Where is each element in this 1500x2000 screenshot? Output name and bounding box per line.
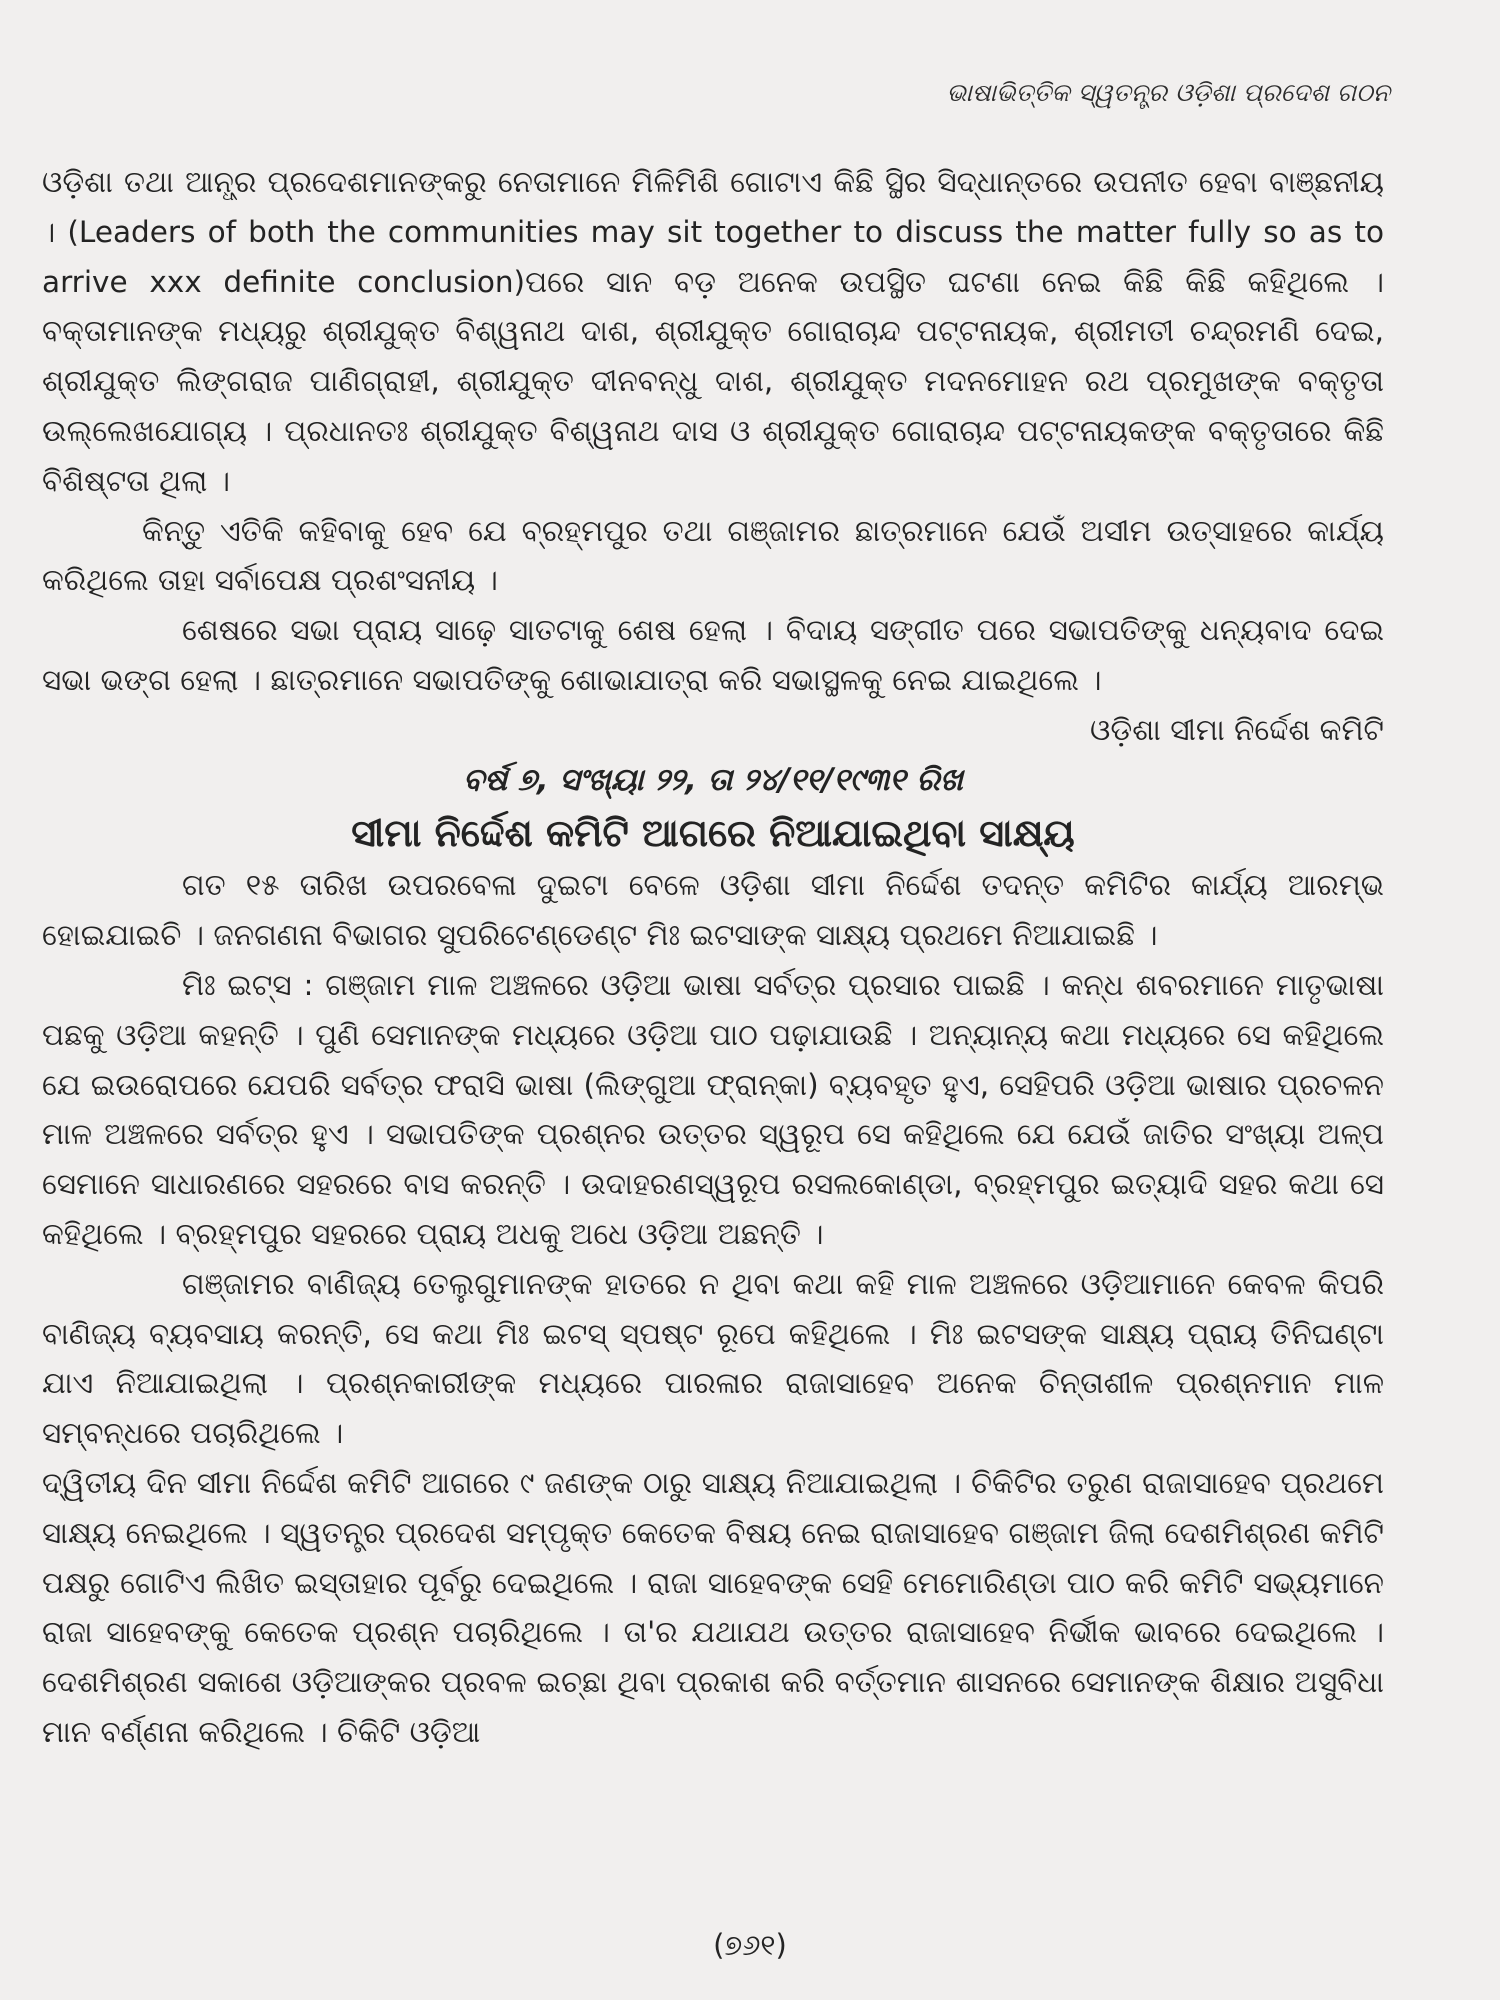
running-head: ଭାଷାଭିତ୍ତିକ ସ୍ୱତନ୍ତ୍ର ଓଡ଼ିଶା ପ୍ରଦେଶ ଗଠନ: [946, 78, 1390, 107]
paragraph: ଶେଷରେ ସଭା ପ୍ରାୟ ସାଢ଼େ ସାତଟାକୁ ଶେଷ ହେଲା । ବିଦାୟ ସଙ୍ଗୀତ ପରେ ସଭାପତିଙ୍କୁ ଧନ୍ୟବାଦ ଦେଇ ସଭା ଭଙ୍ଗ ହେଲା । ଛାତ୍ରମାନେ ସଭାପତିଙ୍କୁ ଶୋଭାଯାତ୍ରା କରି ସଭାସ୍ଥଳକୁ ନେଇ ଯାଇଥିଲେ ।: [42, 613, 1384, 697]
page-number: (୭୬୧): [713, 1928, 787, 1962]
paragraph: କିନ୍ତୁ ଏତିକି କହିବାକୁ ହେବ ଯେ ବ୍ରହ୍ମପୁର ତଥା ଗଞ୍ଜାମର ଛାତ୍ରମାନେ ଯେଉଁ ଅସୀମ ଉତ୍ସାହରେ କାର୍ଯ୍ୟ କରିଥିଲେ ତାହା ସର୍ବାପେକ୍ଷ ପ୍ରଶଂସନୀୟ ।: [42, 513, 1384, 598]
body-text: [42, 158, 1384, 1758]
byline: ଓଡ଼ିଶା ସୀମା ନିର୍ଦ୍ଦେଶ କମିଟି: [1090, 712, 1384, 747]
paragraph: ଓଡ଼ିଶା ତଥା ଆନ୍ଧ୍ର ପ୍ରଦେଶମାନଙ୍କରୁ ନେତାମାନେ ମିଳିମିଶି ଗୋଟାଏ କିଛି ସ୍ଥିର ସିଦ୍ଧାନ୍ତରେ ଉପନୀତ ହେବା ବାଞ୍ଛନୀୟ । (Leaders of both the communities may sit together to discuss the matter fully so as to arrive xxx definite conclusion)ପରେ ସାନ ବଡ଼ ଅନେକ ଉପସ୍ଥିତ ଘଟଣା ନେଇ କିଛି କିଛି କହିଥିଲେ । ବକ୍ତାମାନଙ୍କ ମଧ୍ୟରୁ ଶ୍ରୀଯୁକ୍ତ ବିଶ୍ୱନାଥ ଦାଶ, ଶ୍ରୀଯୁକ୍ତ ଗୋରାଚାନ୍ଦ ପଟ୍ଟନାୟକ, ଶ୍ରୀମତୀ ଚନ୍ଦ୍ରମଣି ଦେଇ, ଶ୍ରୀଯୁକ୍ତ ଲିଙ୍ଗରାଜ ପାଣିଗ୍ରାହୀ, ଶ୍ରୀଯୁକ୍ତ ଦୀନବନ୍ଧୁ ଦାଶ, ଶ୍ରୀଯୁକ୍ତ ମଦନମୋହନ ରଥ ପ୍ରମୁଖଙ୍କ ବକ୍ତୃତା ଉଲ୍ଲେଖଯୋଗ୍ୟ । ପ୍ରଧାନତଃ ଶ୍ରୀଯୁକ୍ତ ବିଶ୍ୱନାଥ ଦାସ ଓ ଶ୍ରୀଯୁକ୍ତ ଗୋରାଚାନ୍ଦ ପଟ୍ଟନାୟକଙ୍କ ବକ୍ତୃତାରେ କିଛି ବିଶିଷ୍ଟତା ଥିଲା ।: [42, 165, 1384, 498]
paragraph: ମିଃ ଇଟ୍‌ସ : ଗଞ୍ଜାମ ମାଳ ଅଞ୍ଚଳରେ ଓଡ଼ିଆ ଭାଷା ସର୍ବତ୍ର ପ୍ରସାର ପାଇଛି । କନ୍ଧ ଶବରମାନେ ମାତୃଭାଷା ପଛକୁ ଓଡ଼ିଆ କହନ୍ତି । ପୁଣି ସେମାନଙ୍କ ମଧ୍ୟରେ ଓଡ଼ିଆ ପାଠ ପଢ଼ାଯାଉଛି । ଅନ୍ୟାନ୍ୟ କଥା ମଧ୍ୟରେ ସେ କହିଥିଲେ ଯେ ଇଉରୋପରେ ଯେପରି ସର୍ବତ୍ର ଫରାସି ଭାଷା (ଲିଙ୍ଗୁଆ ଫ୍ରାନ୍‌କା) ବ୍ୟବହୃତ ହୁଏ, ସେହିପରି ଓଡ଼ିଆ ଭାଷାର ପ୍ରଚଳନ ମାଳ ଅଞ୍ଚଳରେ ସର୍ବତ୍ର ହୁଏ । ସଭାପତିଙ୍କ ପ୍ରଶ୍ନର ଉତ୍ତର ସ୍ୱରୂପ ସେ କହିଥିଲେ ଯେ ଯେଉଁ ଜାତିର ସଂଖ୍ୟା ଅଳ୍ପ ସେମାନେ ସାଧାରଣରେ ସହରରେ ବାସ କରନ୍ତି । ଉଦାହରଣସ୍ୱରୂପ ରସଲକୋଣ୍ଡା, ବ୍ରହ୍ମପୁର ଇତ୍ୟାଦି ସହର କଥା ସେ କହିଥିଲେ । ବ୍ରହ୍ମପୁର ସହରରେ ପ୍ରାୟ ଅଧକୁ ଅଧେ ଓଡ଼ିଆ ଅଛନ୍ତି ।: [42, 967, 1384, 1251]
paragraph: ଦ୍ୱିତୀୟ ଦିନ ସୀମା ନିର୍ଦ୍ଦେଶ କମିଟି ଆଗରେ ୯ ଜଣଙ୍କ ଠାରୁ ସାକ୍ଷ୍ୟ ନିଆଯାଇଥିଲା । ଚିକିଟିର ତରୁଣ ରାଜାସାହେବ ପ୍ରଥମେ ସାକ୍ଷ୍ୟ ନେଇଥିଲେ । ସ୍ୱତନ୍ତ୍ର ପ୍ରଦେଶ ସମ୍ପୃକ୍ତ କେତେକ ବିଷୟ ନେଇ ରାଜାସାହେବ ଗଞ୍ଜାମ ଜିଲା ଦେଶମିଶ୍ରଣ କମିଟି ପକ୍ଷରୁ ଗୋଟିଏ ଲିଖିତ ଇସ୍ତାହାର ପୂର୍ବରୁ ଦେଇଥିଲେ । ରାଜା ସାହେବଙ୍କ ସେହି ମେମୋରିଣ୍ଡା ପାଠ କରି କମିଟି ସଭ୍ୟମାନେ ରାଜା ସାହେବଙ୍କୁ କେତେକ ପ୍ରଶ୍ନ ପଚାରିଥିଲେ । ତା'ର ଯଥାଯଥ ଉତ୍ତର ରାଜାସାହେବ ନିର୍ଭୀକ ଭାବରେ ଦେଇଥିଲେ । ଦେଶମିଶ୍ରଣ ସକାଶେ ଓଡ଼ିଆଙ୍କର ପ୍ରବଳ ଇଚ୍ଛା ଥିବା ପ୍ରକାଶ କରି ବର୍ତ୍ତମାନ ଶାସନରେ ସେମାନଙ୍କ ଶିକ୍ଷାର ଅସୁବିଧା ମାନ ବର୍ଣ୍ଣନା କରିଥିଲେ । ଚିକିଟି ଓଡ଼ିଆ: [42, 1465, 1384, 1749]
paragraph: ଗଞ୍ଜାମର ବାଣିଜ୍ୟ ତେଲୁଗୁମାନଙ୍କ ହାତରେ ନ ଥିବା କଥା କହି ମାଳ ଅଞ୍ଚଳରେ ଓଡ଼ିଆମାନେ କେବଳ କିପରି ବାଣିଜ୍ୟ ବ୍ୟବସାୟ କରନ୍ତି, ସେ କଥା ମିଃ ଇଟସ୍ ସ୍ପଷ୍ଟ ରୂପେ କହିଥିଲେ । ମିଃ ଇଟସଙ୍କ ସାକ୍ଷ୍ୟ ପ୍ରାୟ ତିନିଘଣ୍ଟା ଯାଏ ନିଆଯାଇଥିଲା । ପ୍ରଶ୍ନକାରୀଙ୍କ ମଧ୍ୟରେ ପାରଳାର ରାଜାସାହେବ ଅନେକ ଚିନ୍ତାଶୀଳ ପ୍ରଶ୍ନମାନ ମାଳ ସମ୍ବନ୍ଧରେ ପଚାରିଥିଲେ ।: [42, 1266, 1384, 1451]
issue-line: ବର୍ଷ ୭, ସଂଖ୍ୟା ୨୨, ତା ୨୪/୧୧/୧୯୩୧ ରିଖ: [463, 761, 963, 798]
article-heading: ସୀମା ନିର୍ଦ୍ଦେଶ କମିଟି ଆଗରେ ନିଆଯାଇଥିବା ସାକ୍ଷ୍ୟ: [351, 811, 1075, 856]
paragraph: ଗତ ୧୫ ତାରିଖ ଉପରବେଳା ଦୁଇଟା ବେଳେ ଓଡ଼ିଶା ସୀମା ନିର୍ଦ୍ଦେଶ ତଦନ୍ତ କମିଟିର କାର୍ଯ୍ୟ ଆରମ୍ଭ ହୋଇଯାଇଚି । ଜନଗଣନା ବିଭାଗର ସୁପରିଟେଣ୍ଡେଣ୍ଟ ମିଃ ଇଟସାଙ୍କ ସାକ୍ଷ୍ୟ ପ୍ରଥମେ ନିଆଯାଇଛି ।: [42, 868, 1384, 953]
